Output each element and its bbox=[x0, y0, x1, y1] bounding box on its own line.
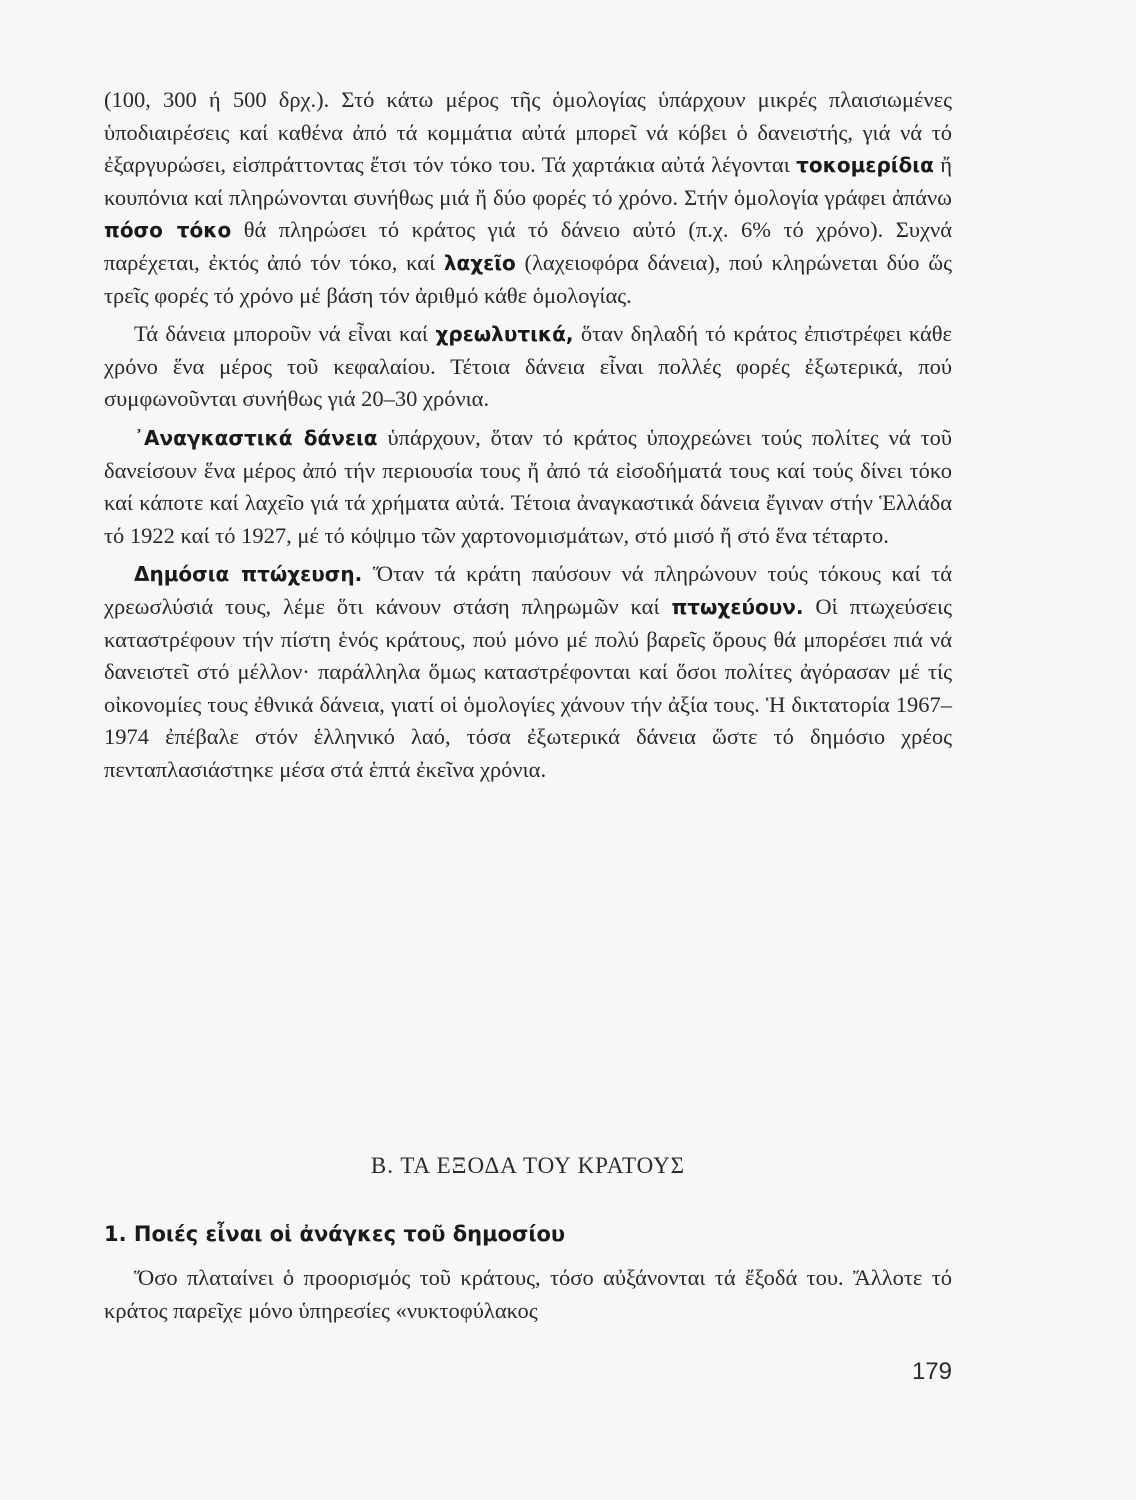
text-run: Οἱ πτωχεύσεις καταστρέφουν τήν πίστη ἑνός κράτους, πού μόνο μέ πολύ βαρεῖς ὅρους θά μπορέσει πιά νά δανειστεῖ στό μέλλον· παράλληλα ὅμως καταστρέφονται καί ὅσοι πολίτες ἀγόρασαν μέ τίς οἰκονομίες τους ἐθνικά δάνεια, γιατί οἱ ὁμολογίες χάνουν τήν ἀξία τους. Ἡ δικτατορία 1967–1974 ἐπέβαλε στόν ἑλληνικό λαό, τόσα ἐξωτερικά δάνεια ὥστε τό δημόσιο χρέος πενταπλασιάστηκε μέσα στά ἑπτά ἐκεῖνα χρόνια. bbox=[104, 593, 952, 782]
term-lottery: λαχεῖο bbox=[443, 250, 516, 275]
text-run: (100, 300 ή 500 δρχ.). Στό κάτω μέρος τῆς ὁμολογίας ὑπάρχουν μικρές πλαισιωμένες ὑποδιαιρέσεις καί καθένα ἀπό τά κομμάτια αὐτά μπορεῖ νά κόβει ὁ δανειστής, γιά νά τό ἐξαργυρώσει, εἰσπράττοντας ἔτσι τόν τόκο του. Τά χαρτάκια αὐτά λέγονται bbox=[104, 87, 952, 178]
text-run: Τά δάνεια μποροῦν νά εἶναι καί bbox=[134, 321, 436, 347]
paragraph-bonds-coupons bbox=[104, 84, 952, 312]
section-heading: Β. ΤΑ ΕΞΟΔΑ ΤΟΥ ΚΡΑΤΟΥΣ bbox=[370, 1153, 686, 1178]
main-text-body bbox=[104, 84, 952, 792]
term-interest-amount: πόσο τόκο bbox=[104, 218, 232, 243]
term-go-bankrupt: πτωχεύουν. bbox=[671, 594, 804, 619]
sub-heading: 1. Ποιές εἶναι οἱ ἀνάγκες τοῦ δημοσίου bbox=[104, 1222, 566, 1246]
term-coupons: τοκομερίδια bbox=[796, 153, 934, 178]
text-run: θά πληρώσει τό κράτος γιά τό δάνειο αὐτό (π.χ. 6% τό χρόνο). Συχνά παρέχεται, ἐκτός ἀπό τόν τόκο, καί bbox=[104, 217, 952, 275]
text-run: ἤ κουπόνια καί πληρώνονται συνήθως μιά ἤ δύο φορές τό χρόνο. Στήν ὁμολογία γράφει ἀπάνω bbox=[104, 152, 952, 210]
paragraph-public-bankruptcy bbox=[104, 558, 952, 786]
text-run: ὅταν δηλαδή τό κράτος ἐπιστρέφει κάθε χρόνο ἕνα μέρος τοῦ κεφαλαίου. Τέτοια δάνεια εἶναι πολλές φορές ἐξωτερικά, πού συμφωνοῦνται συνήθως γιά 20–30 χρόνια. bbox=[104, 321, 952, 412]
page-number: 179 bbox=[911, 1358, 952, 1385]
section-text-body bbox=[104, 1262, 952, 1333]
term-forced-loans: ᾿Αναγκαστικά δάνεια bbox=[134, 425, 378, 450]
term-public-bankruptcy: Δημόσια πτώχευση. bbox=[134, 562, 363, 587]
text-run: (λαχειοφόρα δάνεια), πού κληρώνεται δύο ὥς τρεῖς φορές τό χρόνο μέ βάση τόν ἀριθμό κάθε ὁμολογίας. bbox=[104, 249, 952, 308]
paragraph-forced-loans bbox=[104, 422, 952, 552]
paragraph-amortized-loans bbox=[104, 318, 952, 416]
term-amortized: χρεωλυτικά, bbox=[435, 322, 574, 347]
text-run: ὑπάρχουν, ὅταν τό κράτος ὑποχρεώνει τούς πολίτες νά τοῦ δανείσουν ἕνα μέρος ἀπό τήν περιουσία τους ἤ ἀπό τά εἰσοδήματά τους καί τούς δίνει τόκο καί κάποτε καί λαχεῖο γιά τά χρήματα αὐτά. Τέτοια ἀναγκαστικά δάνεια ἔγιναν στήν Ἑλλάδα τό 1922 καί τό 1927, μέ τό κόψιμο τῶν χαρτονομισμάτων, στό μισό ἤ στό ἕνα τέταρτο. bbox=[104, 424, 953, 548]
paragraph-state-expenses: Ὅσο πλαταίνει ὁ προορισμός τοῦ κράτους, τόσο αὐξάνονται τά ἔξοδά του. Ἄλλοτε τό κράτος παρεῖχε μόνο ὑπηρεσίες «νυκτοφύλακος bbox=[104, 1265, 952, 1323]
text-run: Ὅταν τά κράτη παύσουν νά πληρώνουν τούς τόκους καί τά χρεωσλύσιά τους, λέμε ὅτι κάνουν στάση πληρωμῶν καί bbox=[104, 561, 952, 619]
